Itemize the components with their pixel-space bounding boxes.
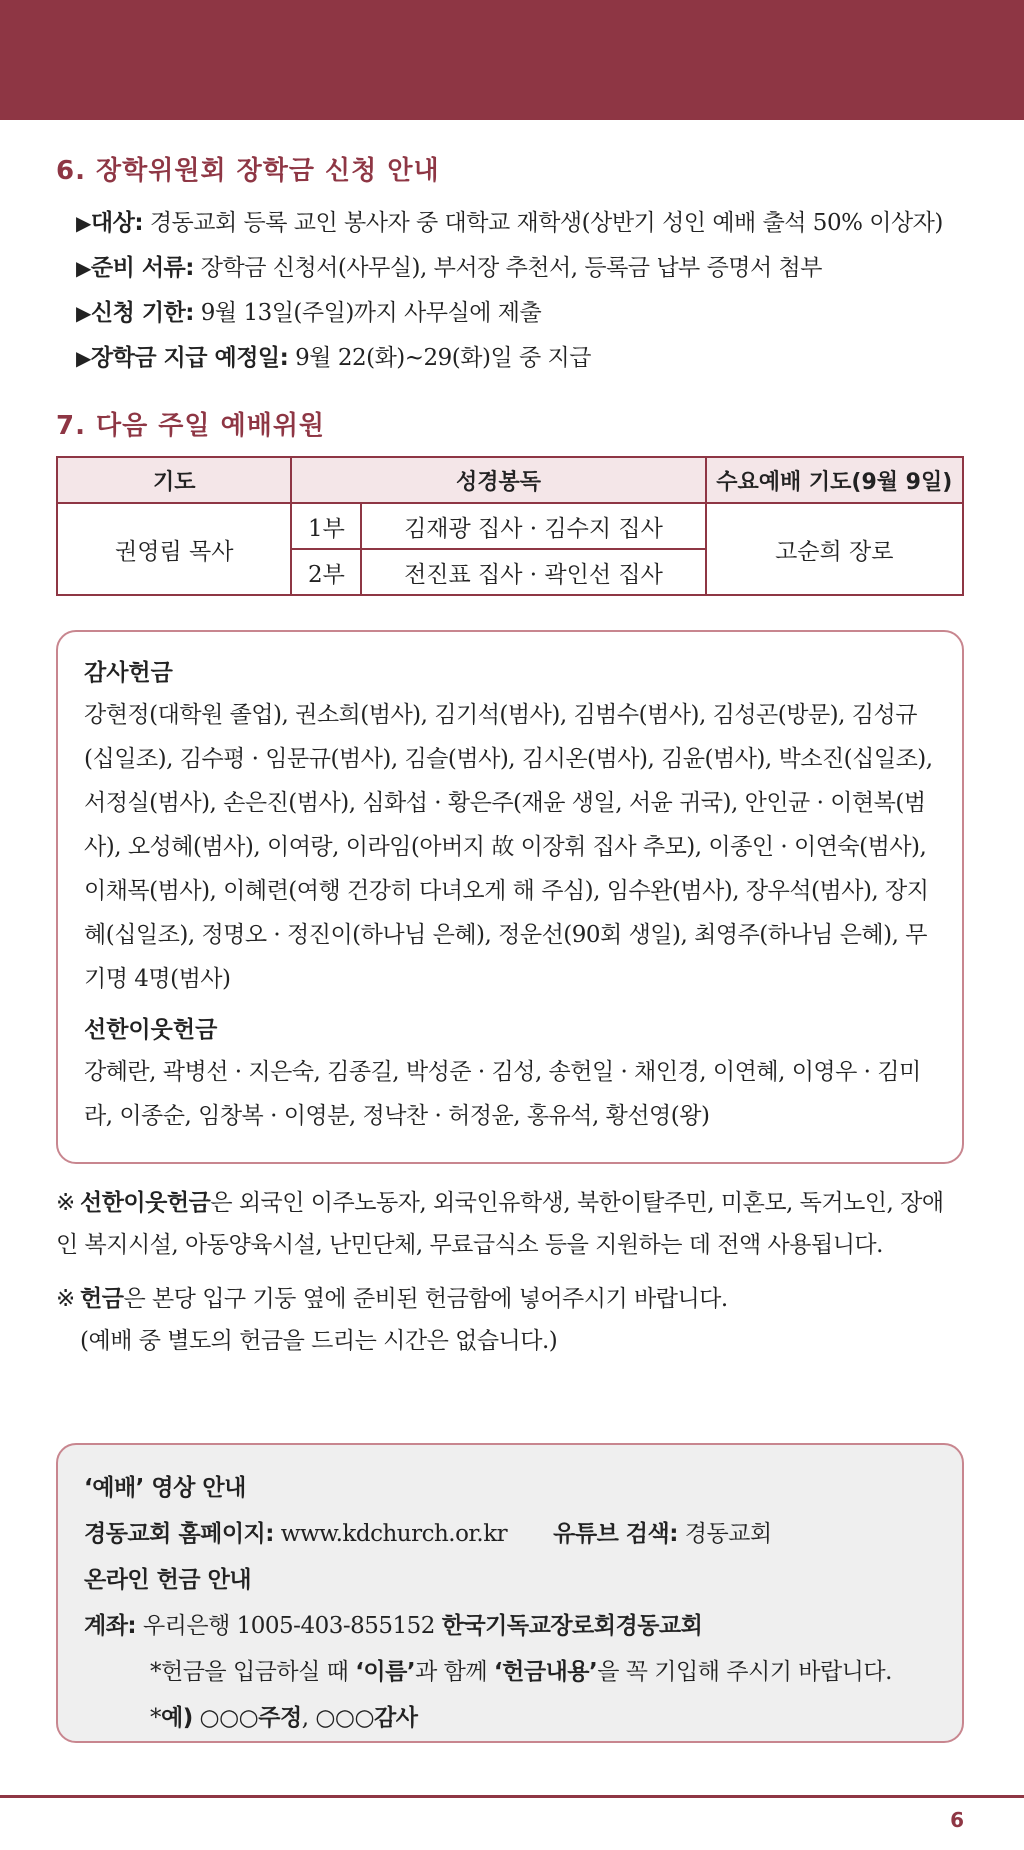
readers-cell: 전진표 집사 · 곽인선 집사 <box>361 549 705 595</box>
reference-mark-icon: ※ <box>56 1190 75 1216</box>
note-sub: (예배 중 별도의 헌금을 드리는 시간은 없습니다.) <box>80 1328 558 1354</box>
header-reading: 성경봉독 <box>291 457 705 503</box>
worship-committee-table <box>56 456 964 596</box>
triangle-icon: ▶ <box>76 301 91 325</box>
table-row <box>57 503 963 549</box>
reference-mark-icon: ※ <box>56 1286 75 1312</box>
example-line: *예) ○○○주정, ○○○감사 <box>150 1705 418 1731</box>
list-item: ▶장학금 지급 예정일: 9월 22(화)~29(화)일 중 지급 <box>76 345 591 371</box>
header-prayer: 기도 <box>57 457 291 503</box>
page-content <box>56 150 964 1374</box>
online-offering-title: 온라인 헌금 안내 <box>84 1567 252 1593</box>
video-guide-title: ‘예배’ 영상 안내 <box>84 1475 246 1501</box>
online-guide-box <box>56 1443 964 1743</box>
header-wednesday: 수요예배 기도(9월 9일) <box>706 457 963 503</box>
account-line: 계좌: 우리은행 1005-403-855152 한국기독교장로회경동교회 <box>84 1613 703 1639</box>
page-number: 6 <box>950 1808 964 1832</box>
thanks-offering-list: 강현정(대학원 졸업), 권소희(범사), 김기석(범사), 김범수(범사), 김성곤(방문), 김성규(십일조), 김수평 · 임문규(범사), 김슬(범사), 김시온(범사), 김윤(범사), 박소진(십일조), 서정실(범사), 손은진(범사), 심화섭 · 황은주(재윤 생일, 서윤 귀국), 안인균 · 이현복(범사), 오성혜(범사), 이여랑, 이라임(아버지 故 이장휘 집사 추모), 이종인 · 이연숙(범사), 이채목(범사), 이혜련(여행 건강히 다녀오게 해 주심), 임수완(범사), 장우석(범사), 장지혜(십일조), 정명오 · 정진이(하나님 은혜), 정운선(90회 생일), 최영주(하나님 은혜), 무기명 4명(범사) <box>84 702 933 992</box>
part-cell: 2부 <box>291 549 361 595</box>
neighbor-offering-list: 강혜란, 곽병선 · 지은숙, 김종길, 박성준 · 김성, 송헌일 · 채인경, 이연혜, 이영우 · 김미라, 이종순, 임창복 · 이영분, 정낙찬 · 허정윤, 홍유석, 황선영(왕) <box>84 1059 921 1129</box>
section-6-title: 6. 장학위원회 장학금 신청 안내 <box>56 156 440 186</box>
prayer-cell: 권영림 목사 <box>57 503 291 595</box>
offering-box <box>56 630 964 1164</box>
triangle-icon: ▶ <box>76 346 91 370</box>
homepage-link[interactable]: www.kdchurch.or.kr <box>273 1521 508 1547</box>
top-banner <box>0 0 1024 120</box>
memo-line: *헌금을 입금하실 때 ‘이름’과 함께 ‘헌금내용’을 꼭 기입해 주시기 바랍니다. <box>150 1659 892 1685</box>
scholarship-list <box>56 201 964 381</box>
list-item: ▶신청 기한: 9월 13일(주일)까지 사무실에 제출 <box>76 300 542 326</box>
triangle-icon: ▶ <box>76 211 91 235</box>
note-offering: ※ 헌금은 본당 입구 기둥 옆에 준비된 헌금함에 넣어주시기 바랍니다. (예배 중 별도의 헌금을 드리는 시간은 없습니다.) <box>56 1278 964 1362</box>
thanks-offering-title: 감사헌금 <box>84 660 173 686</box>
neighbor-offering-title: 선한이웃헌금 <box>84 1017 218 1043</box>
section-7-title: 7. 다음 주일 예배위원 <box>56 411 326 441</box>
homepage-line: 경동교회 홈페이지: www.kdchurch.or.kr 유튜브 검색: 경동교회 <box>84 1521 772 1547</box>
readers-cell: 김재광 집사 · 김수지 집사 <box>361 503 705 549</box>
part-cell: 1부 <box>291 503 361 549</box>
wednesday-cell: 고순희 장로 <box>706 503 963 595</box>
triangle-icon: ▶ <box>76 256 91 280</box>
list-item: ▶대상: 경동교회 등록 교인 봉사자 중 대학교 재학생(상반기 성인 예배 출석 50% 이상자) <box>76 210 943 236</box>
note-neighbor: ※ 선한이웃헌금은 외국인 이주노동자, 외국인유학생, 북한이탈주민, 미혼모, 독거노인, 장애인 복지시설, 아동양육시설, 난민단체, 무료급식소 등을 지원하는 데 전액 사용됩니다. <box>56 1182 964 1266</box>
list-item: ▶준비 서류: 장학금 신청서(사무실), 부서장 추천서, 등록금 납부 증명서 첨부 <box>76 255 822 281</box>
footer-rule <box>0 1795 1024 1798</box>
table-header-row <box>57 457 963 503</box>
